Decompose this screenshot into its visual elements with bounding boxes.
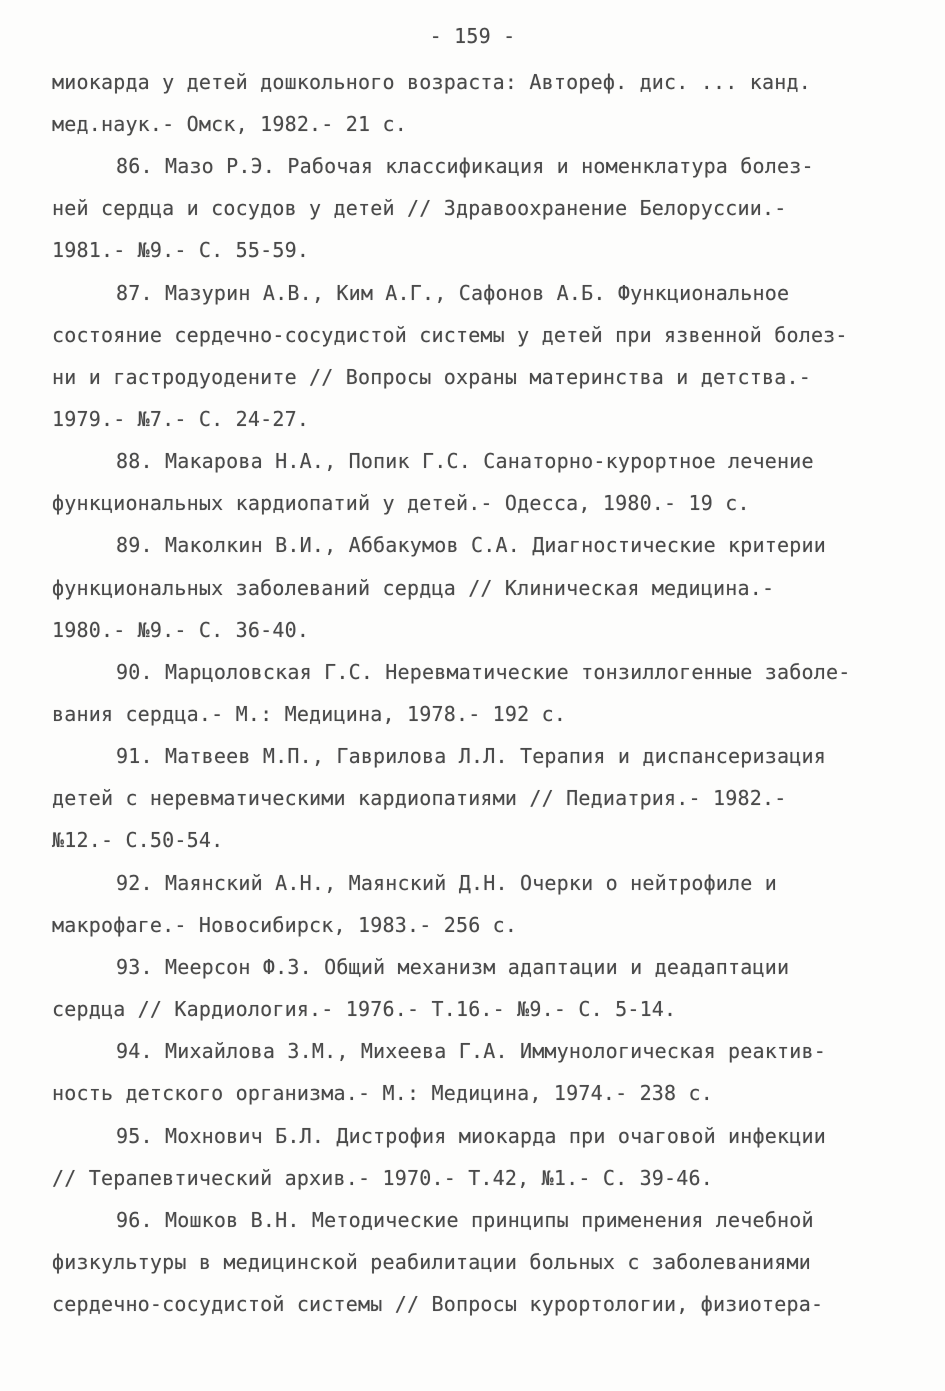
text-line: физкультуры в медицинской реабилитации больных с заболеваниями (52, 1250, 811, 1274)
text-line: 86. Мазо Р.Э. Рабочая классификация и номенклатура болез- (116, 154, 814, 178)
text-line: макрофаге.- Новосибирск, 1983.- 256 с. (52, 913, 518, 937)
page-number: - 159 - (429, 24, 516, 48)
text-line: сердечно-сосудистой системы // Вопросы курортологии, физиотера- (52, 1292, 824, 1316)
text-line: состояние сердечно-сосудистой системы у детей при язвенной болез- (52, 323, 848, 347)
text-line: мед.наук.- Омск, 1982.- 21 с. (52, 112, 407, 136)
text-line: 95. Мохнович Б.Л. Дистрофия миокарда при очаговой инфекции (116, 1124, 826, 1148)
text-line: 90. Марцоловская Г.С. Неревматические тонзиллогенные заболе- (116, 660, 851, 684)
text-line: №12.- С.50-54. (52, 828, 224, 852)
text-line: 94. Михайлова З.М., Михеева Г.А. Иммунологическая реактив- (116, 1039, 826, 1063)
text-line: 1981.- №9.- С. 55-59. (52, 238, 310, 262)
text-line: 87. Мазурин А.В., Ким А.Г., Сафонов А.Б. Функциональное (116, 281, 790, 305)
text-line: // Терапевтический архив.- 1970.- Т.42, №1.- С. 39-46. (52, 1166, 714, 1190)
text-line: функциональных заболеваний сердца // Клиническая медицина.- (52, 576, 775, 600)
text-line: миокарда у детей дошкольного возраста: Автореф. дис. ... канд. (52, 70, 811, 94)
text-line: детей с неревматическими кардиопатиями // Педиатрия.- 1982.- (52, 786, 787, 810)
text-line: 1980.- №9.- С. 36-40. (52, 618, 310, 642)
text-line: 92. Маянский А.Н., Маянский Д.Н. Очерки о нейтрофиле и (116, 871, 778, 895)
text-line: вания сердца.- М.: Медицина, 1978.- 192 с. (52, 702, 567, 726)
text-line: 91. Матвеев М.П., Гаврилова Л.Л. Терапия и диспансеризация (116, 744, 826, 768)
text-line: 88. Макарова Н.А., Попик Г.С. Санаторно-курортное лечение (116, 449, 814, 473)
text-line: сердца // Кардиология.- 1976.- Т.16.- №9.- С. 5-14. (52, 997, 677, 1021)
text-line: ность детского организма.- М.: Медицина, 1974.- 238 с. (52, 1081, 714, 1105)
text-line: 93. Меерсон Ф.З. Общий механизм адаптации и деадаптации (116, 955, 790, 979)
text-line: ней сердца и сосудов у детей // Здравоохранение Белоруссии.- (52, 196, 787, 220)
text-line: функциональных кардиопатий у детей.- Одесса, 1980.- 19 с. (52, 491, 750, 515)
text-line: 1979.- №7.- С. 24-27. (52, 407, 310, 431)
text-line: 89. Маколкин В.И., Аббакумов С.А. Диагностические критерии (116, 533, 826, 557)
text-line: ни и гастродуодените // Вопросы охраны материнства и детства.- (52, 365, 811, 389)
text-line: 96. Мошков В.Н. Методические принципы применения лечебной (116, 1208, 814, 1232)
